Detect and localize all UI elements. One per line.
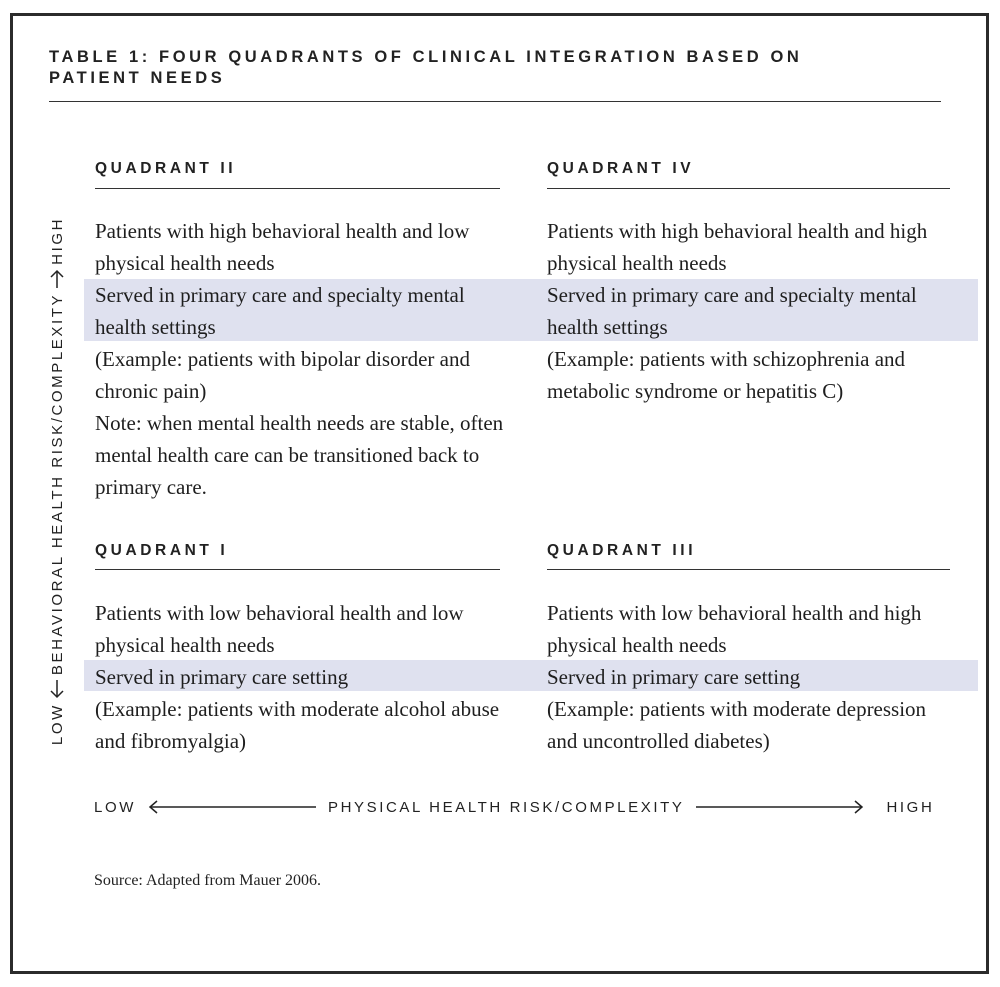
table-title: TABLE 1: FOUR QUADRANTS OF CLINICAL INTEGRATION BASED ON PATIENT NEEDS xyxy=(49,48,803,87)
quadrant-iii-cell xyxy=(547,597,957,757)
quadrant-iv-heading: QUADRANT IV xyxy=(547,160,695,177)
quadrant-ii-note: Note: when mental health needs are stable, often mental health care can be transitioned back to primary care. xyxy=(95,411,504,499)
quadrant-i-example: (Example: patients with moderate alcohol abuse and fibromyalgia) xyxy=(95,697,500,753)
quadrant-ii-heading: QUADRANT II xyxy=(95,160,237,177)
source-note: Source: Adapted from Mauer 2006. xyxy=(94,872,322,889)
quadrant-i-heading: QUADRANT I xyxy=(95,542,229,559)
arrow-right-icon xyxy=(696,800,864,814)
quadrant-iii-description: Patients with low behavioral health and high physical health needs xyxy=(547,601,922,657)
quadrant-iv-cell xyxy=(547,215,957,407)
arrow-right-icon xyxy=(50,269,64,289)
x-axis-title: PHYSICAL HEALTH RISK/COMPLEXITY xyxy=(327,798,685,816)
quadrant-iv-rule xyxy=(547,188,950,189)
y-axis-label xyxy=(44,216,70,746)
quadrant-ii-rule xyxy=(95,188,500,189)
y-axis-high: HIGH xyxy=(48,216,66,265)
quadrant-iii-rule xyxy=(547,569,950,570)
quadrant-i-description: Patients with low behavioral health and low physical health needs xyxy=(95,601,464,657)
quadrant-iii-setting: Served in primary care setting xyxy=(547,665,801,689)
y-axis-title: BEHAVIORAL HEALTH RISK/COMPLEXITY xyxy=(48,292,66,676)
x-axis-high: HIGH xyxy=(886,798,935,816)
x-axis-low: LOW xyxy=(94,798,136,816)
quadrant-i-cell xyxy=(95,597,515,757)
quadrant-ii-setting: Served in primary care and specialty mental health settings xyxy=(95,283,465,339)
quadrant-ii-example: (Example: patients with bipolar disorder and chronic pain) xyxy=(95,347,470,403)
quadrant-ii-description: Patients with high behavioral health and low physical health needs xyxy=(95,219,470,275)
quadrant-i-setting: Served in primary care setting xyxy=(95,665,349,689)
x-axis-label xyxy=(94,795,950,819)
quadrant-iii-heading: QUADRANT III xyxy=(547,542,697,559)
quadrant-iv-setting: Served in primary care and specialty mental health settings xyxy=(547,283,917,339)
arrow-left-icon xyxy=(148,800,316,814)
quadrant-ii-cell xyxy=(95,215,515,503)
arrow-left-icon xyxy=(50,679,64,699)
quadrant-i-rule xyxy=(95,569,500,570)
title-divider xyxy=(49,101,941,102)
quadrant-iv-example: (Example: patients with schizophrenia and metabolic syndrome or hepatitis C) xyxy=(547,347,906,403)
quadrant-iii-example: (Example: patients with moderate depression and uncontrolled diabetes) xyxy=(547,697,927,753)
y-axis-low: LOW xyxy=(48,703,66,746)
quadrant-iv-description: Patients with high behavioral health and high physical health needs xyxy=(547,219,928,275)
